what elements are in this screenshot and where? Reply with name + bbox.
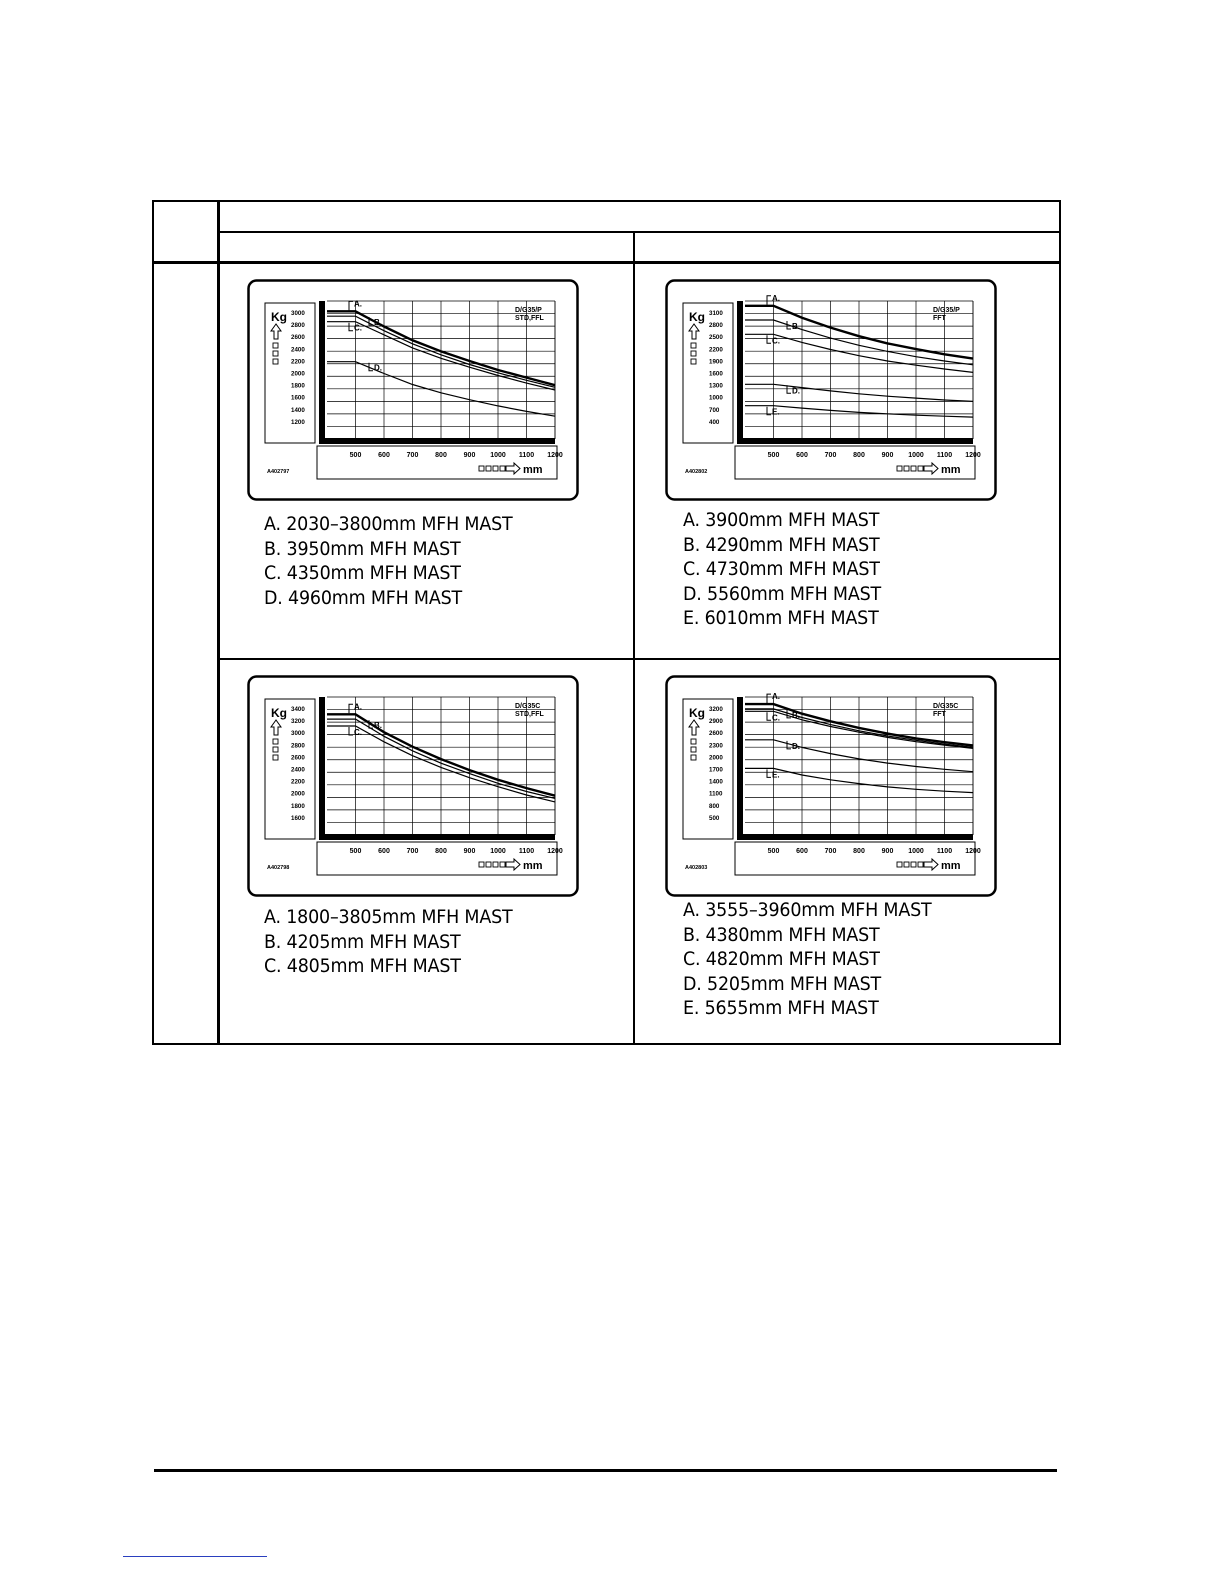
x-tick-label: 1100 xyxy=(518,452,535,459)
x-tick-label: 1200 xyxy=(547,848,563,855)
y-tick-label: 2200 xyxy=(709,346,723,354)
y-tick-label: 1900 xyxy=(709,358,723,366)
x-tick-label: 700 xyxy=(824,452,837,459)
y-tick-label: 2800 xyxy=(291,742,305,750)
y-tick-label: 1400 xyxy=(291,406,305,414)
model-code: FFT xyxy=(933,711,946,718)
model-code: FFT xyxy=(933,315,946,322)
y-tick-label: 2300 xyxy=(709,742,723,750)
x-tick-label: 600 xyxy=(378,848,390,855)
mast-legend xyxy=(264,905,513,979)
model-code: D/G35C xyxy=(515,703,541,710)
y-tick-label: 3000 xyxy=(291,310,305,317)
y-tick-label: 2000 xyxy=(291,790,305,798)
legend-item: D. 5560mm MFH MAST xyxy=(683,582,882,605)
x-tick-label: 1100 xyxy=(936,848,953,855)
legend-item: C. 4730mm MFH MAST xyxy=(683,558,880,580)
x-tick-label: 600 xyxy=(378,452,390,459)
y-tick-label: 500 xyxy=(709,814,720,822)
series-label: B. xyxy=(792,710,800,720)
y-tick-label: 1600 xyxy=(291,394,305,402)
model-code: D/G35/P xyxy=(933,307,960,314)
x-tick-label: 1000 xyxy=(490,848,506,855)
y-tick-label: 700 xyxy=(709,406,720,414)
y-tick-label: 2800 xyxy=(709,322,723,330)
y-tick-label: 1000 xyxy=(709,394,723,402)
x-unit-label: mm xyxy=(523,464,543,476)
x-tick-label: 1000 xyxy=(908,452,924,459)
y-tick-label: 1400 xyxy=(709,778,723,786)
x-tick-label: 600 xyxy=(796,452,808,459)
table-divider xyxy=(219,231,1059,233)
legend-item: D. 4960mm MFH MAST xyxy=(264,586,463,609)
y-tick-label: 3100 xyxy=(709,310,723,317)
x-tick-label: 800 xyxy=(853,452,865,459)
x-tick-label: 800 xyxy=(435,848,447,855)
model-code: D/G35C xyxy=(933,703,959,710)
series-label: C. xyxy=(354,727,362,737)
y-tick-label: 1300 xyxy=(709,382,723,390)
footer-link-underline xyxy=(123,1556,267,1557)
y-tick-label: 1200 xyxy=(291,418,305,426)
capacity-plate xyxy=(247,279,579,501)
y-tick-label: 2600 xyxy=(291,754,305,762)
x-tick-label: 700 xyxy=(406,452,419,459)
legend-item: A. 1800–3805mm MFH MAST xyxy=(264,906,513,928)
x-tick-label: 900 xyxy=(881,848,894,855)
series-label: C. xyxy=(772,336,780,346)
y-tick-label: 2600 xyxy=(709,730,723,738)
y-axis-bar xyxy=(319,697,325,840)
y-tick-label: 400 xyxy=(709,418,720,426)
capacity-table xyxy=(152,200,1061,1045)
x-tick-label: 1100 xyxy=(936,452,953,459)
x-unit-label: mm xyxy=(941,860,961,872)
y-tick-label: 2400 xyxy=(291,346,305,354)
capacity-plate xyxy=(247,675,579,897)
x-axis-bar xyxy=(319,438,555,444)
y-unit-label: Kg xyxy=(689,310,705,324)
y-tick-label: 2000 xyxy=(709,754,723,762)
legend-item: B. 4380mm MFH MAST xyxy=(683,923,880,946)
y-axis-bar xyxy=(737,301,743,444)
y-tick-label: 3200 xyxy=(709,706,723,713)
series-label: D. xyxy=(374,363,382,373)
x-tick-label: 900 xyxy=(881,452,894,459)
y-unit-label: Kg xyxy=(271,310,287,324)
x-tick-label: 1200 xyxy=(965,452,981,459)
y-tick-label: 1100 xyxy=(709,790,723,798)
y-tick-label: 2500 xyxy=(709,334,723,342)
y-unit-label: Kg xyxy=(271,706,287,720)
y-tick-label: 1800 xyxy=(291,802,305,810)
y-tick-label: 1700 xyxy=(709,766,723,774)
series-label: A. xyxy=(772,692,780,702)
y-tick-label: 2400 xyxy=(291,766,305,774)
model-code: D/G35/P xyxy=(515,307,542,314)
y-tick-label: 2200 xyxy=(291,778,305,786)
mast-legend xyxy=(683,508,881,631)
plate-id: A402803 xyxy=(685,865,708,871)
y-tick-label: 3200 xyxy=(291,718,305,726)
x-unit-label: mm xyxy=(523,860,543,872)
x-tick-label: 500 xyxy=(767,452,780,459)
plate-id: A402798 xyxy=(267,865,290,871)
x-tick-label: 1000 xyxy=(908,848,924,855)
y-tick-label: 1800 xyxy=(291,382,305,390)
x-tick-label: 800 xyxy=(853,848,865,855)
y-tick-label: 2900 xyxy=(709,718,723,726)
series-label: A. xyxy=(354,702,362,712)
legend-item: A. 2030–3800mm MFH MAST xyxy=(264,513,513,535)
y-axis-bar xyxy=(319,301,325,444)
x-tick-label: 1200 xyxy=(547,452,563,459)
footer-rule xyxy=(154,1469,1057,1472)
legend-item: C. 4805mm MFH MAST xyxy=(264,955,461,977)
x-tick-label: 1000 xyxy=(490,452,506,459)
x-axis-bar xyxy=(737,834,973,840)
plate-id: A402797 xyxy=(267,469,290,475)
x-tick-label: 700 xyxy=(824,848,837,855)
capacity-plate xyxy=(665,675,997,897)
x-axis-bar xyxy=(737,438,973,444)
series-label: D. xyxy=(792,386,800,396)
series-label: C. xyxy=(772,713,780,723)
mast-legend xyxy=(683,898,932,1021)
y-tick-label: 1600 xyxy=(291,814,305,822)
x-tick-label: 1100 xyxy=(518,848,535,855)
series-label: E. xyxy=(772,407,780,417)
legend-item: B. 3950mm MFH MAST xyxy=(264,537,461,560)
series-label: B. xyxy=(792,322,800,332)
legend-item: B. 4205mm MFH MAST xyxy=(264,930,461,953)
x-tick-label: 600 xyxy=(796,848,808,855)
y-tick-label: 3400 xyxy=(291,706,305,713)
y-tick-label: 2600 xyxy=(291,334,305,342)
series-label: B. xyxy=(374,721,382,731)
legend-item: A. 3900mm MFH MAST xyxy=(683,509,880,531)
chart-cell xyxy=(220,660,633,1043)
legend-item: C. 4350mm MFH MAST xyxy=(264,562,461,584)
y-tick-label: 2000 xyxy=(291,370,305,378)
x-tick-label: 500 xyxy=(767,848,780,855)
x-tick-label: 1200 xyxy=(965,848,981,855)
x-tick-label: 500 xyxy=(349,452,362,459)
chart-cell xyxy=(220,264,633,658)
chart-cell xyxy=(635,264,1059,658)
mast-legend xyxy=(264,512,513,610)
legend-item: E. 5655mm MFH MAST xyxy=(683,997,879,1019)
x-tick-label: 700 xyxy=(406,848,419,855)
legend-item: B. 4290mm MFH MAST xyxy=(683,533,880,556)
series-label: E. xyxy=(772,770,780,780)
series-label: D. xyxy=(792,741,800,751)
chart-cell xyxy=(635,660,1059,1043)
legend-item: C. 4820mm MFH MAST xyxy=(683,948,880,970)
y-tick-label: 2200 xyxy=(291,358,305,366)
capacity-plate xyxy=(665,279,997,501)
x-tick-label: 500 xyxy=(349,848,362,855)
x-tick-label: 900 xyxy=(463,848,476,855)
legend-item: E. 6010mm MFH MAST xyxy=(683,607,879,629)
y-tick-label: 1600 xyxy=(709,370,723,378)
legend-item: A. 3555–3960mm MFH MAST xyxy=(683,899,932,921)
y-unit-label: Kg xyxy=(689,706,705,720)
y-tick-label: 800 xyxy=(709,802,720,810)
model-code: STD,FFL xyxy=(515,315,544,322)
y-tick-label: 3000 xyxy=(291,730,305,738)
y-tick-label: 2800 xyxy=(291,322,305,330)
y-axis-bar xyxy=(737,697,743,840)
x-axis-bar xyxy=(319,834,555,840)
series-label: C. xyxy=(354,323,362,333)
x-tick-label: 900 xyxy=(463,452,476,459)
model-code: STD,FFL xyxy=(515,711,544,718)
legend-item: D. 5205mm MFH MAST xyxy=(683,972,882,995)
x-tick-label: 800 xyxy=(435,452,447,459)
series-label: A. xyxy=(354,299,362,309)
plate-id: A402802 xyxy=(685,469,708,475)
x-unit-label: mm xyxy=(941,464,961,476)
series-label: B. xyxy=(374,318,382,328)
series-label: A. xyxy=(772,293,780,303)
